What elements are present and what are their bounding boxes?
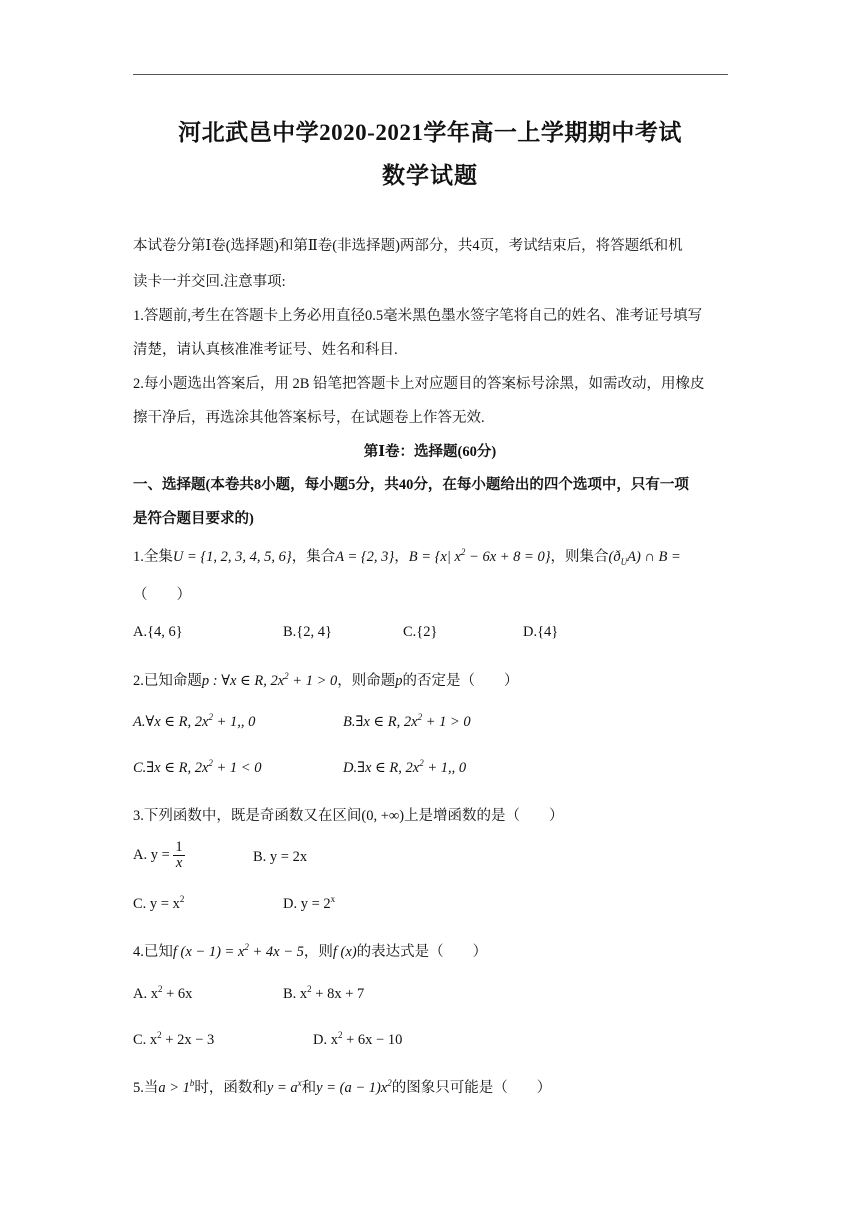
question-3-stem: 3.下列函数中，既是奇函数又在区间(0, +∞)上是增函数的是（ ） xyxy=(133,808,564,824)
q3-option-b: B. y = 2x xyxy=(253,849,308,865)
question-5-stem: 5.当$a > 1^b$时，函数和$y = a^x$和$y = (a - 1)x^2$的图象只可能是（ ） xyxy=(133,1078,552,1096)
q4-option-c: C. $x^2 + 2x - 3$ xyxy=(133,1030,215,1048)
q3-option-d: D. $y = 2^x$ xyxy=(283,894,336,912)
question-2-stem: 2.已知命题p : ∀x ∈ R, $2x^2 + 1 > 0$，则命题p的否定是（ ） xyxy=(133,671,519,689)
q4-option-d: D. $x^2 + 6x - 10$ xyxy=(313,1030,403,1048)
part-instructions-line-2: 是符合题目要求的) xyxy=(133,511,254,527)
note-1-line-2: 清楚，请认真核准准考证号、姓名和科目. xyxy=(133,342,398,358)
question-1-paren: （ ） xyxy=(133,587,191,603)
note-1-line-1: 1.答题前,考生在答题卡上务必用直径0.5毫米黑色墨水签字笔将自己的姓名、准考证号填写 xyxy=(133,308,703,324)
header-rule xyxy=(133,74,728,75)
q1-option-a: A.{4, 6} xyxy=(133,624,183,640)
q3-option-a: A. y = $\frac{1}{x}$ xyxy=(133,839,183,872)
set-u: U = {1, 2, 3, 4, 5, 6} xyxy=(172,549,292,565)
question-1-stem: 1.全集U = {1, 2, 3, 4, 5, 6}，集合A = {2, 3}，B = {x| $x^2 - 6x + 8 = 0$}，则集合$(ð_UA)$ ∩ B = xyxy=(133,547,681,567)
note-2-line-2: 擦干净后，再选涂其他答案标号，在试题卷上作答无效. xyxy=(133,410,485,426)
section-heading: 第Ⅰ卷：选择题(60分) xyxy=(363,444,497,460)
intro-line-2: 读卡一并交回.注意事项: xyxy=(133,274,286,290)
exam-title: 河北武邑中学2020-2021学年高一上学期期中考试 xyxy=(178,120,682,145)
q1-option-c: C.{2} xyxy=(403,624,438,640)
part-instructions-line-1: 一、选择题(本卷共8小题，每小题5分，共40分，在每小题给出的四个选项中，只有一项 xyxy=(133,477,689,493)
set-a: A = {2, 3} xyxy=(335,549,395,565)
q3-option-c: C. $y = x^2$ xyxy=(133,894,185,912)
set-b: B = {x| $x^2 - 6x + 8 = 0$} xyxy=(408,547,551,565)
q4-option-b: B. $x^2 + 8x + 7$ xyxy=(283,984,365,1002)
q2-option-d: D.∃x ∈ R, $2x^2 + 1$,, 0 xyxy=(343,758,467,776)
complement-expression: $(ð_UA)$ ∩ B = xyxy=(608,549,681,567)
q2-option-c: C.∃x ∈ R, $2x^2 + 1 < 0$ xyxy=(133,758,262,776)
question-4-stem: 4.已知f $(x - 1) = x^2 + 4x - 5$，则f (x)的表达式是（ ） xyxy=(133,942,488,960)
q1-option-d: D.{4} xyxy=(523,624,559,640)
q2-option-b: B.∃x ∈ R, $2x^2 + 1 > 0$ xyxy=(343,712,471,730)
exam-subtitle: 数学试题 xyxy=(382,163,478,188)
intro-line-1: 本试卷分第Ⅰ卷(选择题)和第Ⅱ卷(非选择题)两部分，共4页，考试结束后，将答题纸和机 xyxy=(133,238,683,254)
note-2-line-1: 2.每小题选出答案后，用 2B 铅笔把答题卡上对应题目的答案标号涂黑，如需改动，用橡皮 xyxy=(133,376,705,392)
fraction-one-over-x: $\frac{1}{x}$ xyxy=(175,839,183,872)
q1-option-b: B.{2, 4} xyxy=(283,624,332,640)
q4-option-a: A. $x^2 + 6x$ xyxy=(133,984,193,1002)
q2-option-a: A.∀x ∈ R, $2x^2 + 1$,, 0 xyxy=(133,712,256,730)
